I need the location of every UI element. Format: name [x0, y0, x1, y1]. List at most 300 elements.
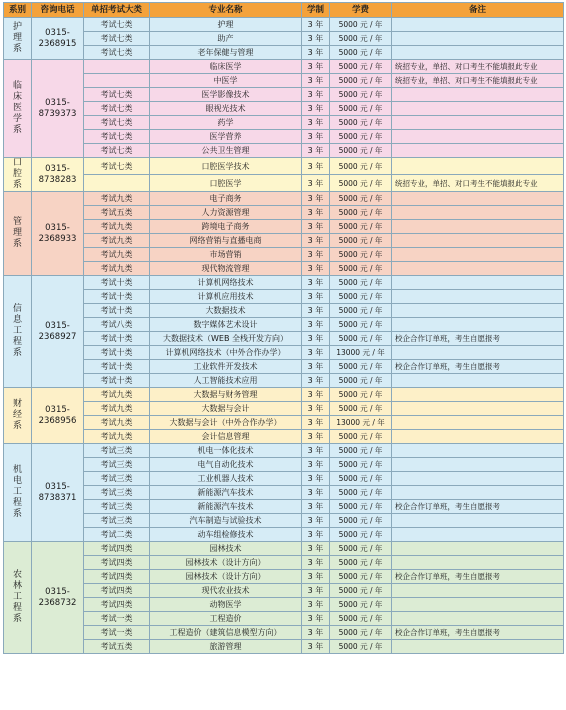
table-row	[4, 444, 564, 458]
exam-category: 考试七类	[84, 116, 150, 130]
major-name: 计算机网络技术	[150, 276, 302, 290]
tuition-fee: 5000 元 / 年	[330, 144, 392, 158]
major-name: 现代农业技术	[150, 584, 302, 598]
table-row	[4, 388, 564, 402]
tuition-fee: 5000 元 / 年	[330, 388, 392, 402]
study-years: 3 年	[302, 640, 330, 654]
remark	[392, 472, 564, 486]
department-name	[4, 192, 32, 276]
remark	[392, 388, 564, 402]
header-row	[4, 3, 564, 18]
tuition-fee: 5000 元 / 年	[330, 472, 392, 486]
table-row	[4, 175, 564, 192]
tuition-fee: 5000 元 / 年	[330, 528, 392, 542]
table-row	[4, 304, 564, 318]
department-name	[4, 444, 32, 542]
remark	[392, 514, 564, 528]
table-row	[4, 486, 564, 500]
major-name: 医学影像技术	[150, 88, 302, 102]
study-years: 3 年	[302, 192, 330, 206]
table-row	[4, 234, 564, 248]
department-name-text: 管理系	[12, 217, 22, 249]
tuition-fee: 5000 元 / 年	[330, 60, 392, 74]
header-major: 专业名称	[150, 3, 302, 18]
exam-category: 考试三类	[84, 458, 150, 472]
remark	[392, 262, 564, 276]
tuition-fee: 5000 元 / 年	[330, 206, 392, 220]
exam-category: 考试五类	[84, 640, 150, 654]
remark	[392, 346, 564, 360]
study-years: 3 年	[302, 584, 330, 598]
table-row	[4, 472, 564, 486]
table-row	[4, 46, 564, 60]
tuition-fee: 5000 元 / 年	[330, 46, 392, 60]
table-row	[4, 528, 564, 542]
study-years: 3 年	[302, 318, 330, 332]
tuition-fee: 5000 元 / 年	[330, 290, 392, 304]
department-name-text: 临床医学系	[12, 81, 22, 135]
major-name: 老年保健与管理	[150, 46, 302, 60]
exam-category: 考试九类	[84, 234, 150, 248]
study-years: 3 年	[302, 88, 330, 102]
study-years: 3 年	[302, 60, 330, 74]
table-row	[4, 144, 564, 158]
exam-category: 考试三类	[84, 500, 150, 514]
exam-category: 考试一类	[84, 612, 150, 626]
study-years: 3 年	[302, 626, 330, 640]
table-row	[4, 116, 564, 130]
table-row	[4, 640, 564, 654]
table-row	[4, 542, 564, 556]
table-row	[4, 158, 564, 175]
department-phone: 0315-8739373	[32, 60, 84, 158]
study-years: 3 年	[302, 556, 330, 570]
table-row	[4, 374, 564, 388]
exam-category: 考试九类	[84, 220, 150, 234]
table-row	[4, 74, 564, 88]
exam-category: 考试三类	[84, 472, 150, 486]
study-years: 3 年	[302, 542, 330, 556]
major-name: 园林技术（设计方向）	[150, 556, 302, 570]
table-row	[4, 130, 564, 144]
study-years: 3 年	[302, 416, 330, 430]
exam-category: 考试七类	[84, 88, 150, 102]
table-row	[4, 102, 564, 116]
study-years: 3 年	[302, 46, 330, 60]
tuition-fee: 5000 元 / 年	[330, 626, 392, 640]
major-name: 数字媒体艺术设计	[150, 318, 302, 332]
remark	[392, 528, 564, 542]
remark	[392, 416, 564, 430]
tuition-fee: 5000 元 / 年	[330, 175, 392, 192]
exam-category: 考试四类	[84, 598, 150, 612]
study-years: 3 年	[302, 612, 330, 626]
remark	[392, 18, 564, 32]
exam-category: 考试九类	[84, 248, 150, 262]
study-years: 3 年	[302, 374, 330, 388]
major-name: 跨境电子商务	[150, 220, 302, 234]
major-name: 工业软件开发技术	[150, 360, 302, 374]
remark	[392, 318, 564, 332]
remark	[392, 598, 564, 612]
exam-category: 考试八类	[84, 318, 150, 332]
major-name: 新能源汽车技术	[150, 486, 302, 500]
department-name	[4, 18, 32, 60]
remark	[392, 234, 564, 248]
study-years: 3 年	[302, 248, 330, 262]
remark	[392, 584, 564, 598]
study-years: 3 年	[302, 486, 330, 500]
exam-category: 考试九类	[84, 192, 150, 206]
exam-category: 考试七类	[84, 32, 150, 46]
tuition-fee: 5000 元 / 年	[330, 248, 392, 262]
remark: 统招专业，单招、对口考生不能填报此专业	[392, 74, 564, 88]
department-name-text: 机电工程系	[12, 465, 22, 519]
remark	[392, 374, 564, 388]
tuition-fee: 5000 元 / 年	[330, 584, 392, 598]
study-years: 3 年	[302, 444, 330, 458]
remark	[392, 444, 564, 458]
study-years: 3 年	[302, 514, 330, 528]
tuition-fee: 5000 元 / 年	[330, 116, 392, 130]
department-name	[4, 276, 32, 388]
exam-category: 考试九类	[84, 262, 150, 276]
tuition-fee: 5000 元 / 年	[330, 430, 392, 444]
remark	[392, 130, 564, 144]
study-years: 3 年	[302, 262, 330, 276]
department-name	[4, 388, 32, 444]
study-years: 3 年	[302, 276, 330, 290]
tuition-fee: 5000 元 / 年	[330, 276, 392, 290]
table-row	[4, 192, 564, 206]
remark	[392, 458, 564, 472]
table-row	[4, 60, 564, 74]
study-years: 3 年	[302, 234, 330, 248]
header-fee: 学费	[330, 3, 392, 18]
remark	[392, 542, 564, 556]
exam-category: 考试二类	[84, 528, 150, 542]
department-phone: 0315-8738371	[32, 444, 84, 542]
exam-category: 考试四类	[84, 542, 150, 556]
major-name: 大数据技术	[150, 304, 302, 318]
tuition-fee: 5000 元 / 年	[330, 360, 392, 374]
tuition-fee: 13000 元 / 年	[330, 416, 392, 430]
study-years: 3 年	[302, 175, 330, 192]
table-row	[4, 570, 564, 584]
exam-category: 考试一类	[84, 626, 150, 640]
tuition-fee: 5000 元 / 年	[330, 374, 392, 388]
study-years: 3 年	[302, 206, 330, 220]
study-years: 3 年	[302, 102, 330, 116]
study-years: 3 年	[302, 402, 330, 416]
tuition-fee: 5000 元 / 年	[330, 514, 392, 528]
major-name: 汽车制造与试验技术	[150, 514, 302, 528]
exam-category: 考试五类	[84, 206, 150, 220]
department-name-text: 财经系	[12, 399, 22, 431]
tuition-fee: 5000 元 / 年	[330, 598, 392, 612]
exam-category	[84, 74, 150, 88]
department-name-text: 口腔系	[12, 158, 22, 190]
header-dept: 系别	[4, 3, 32, 18]
table-row	[4, 598, 564, 612]
tuition-fee: 13000 元 / 年	[330, 346, 392, 360]
major-name: 网络营销与直播电商	[150, 234, 302, 248]
major-name: 动车组检修技术	[150, 528, 302, 542]
remark	[392, 248, 564, 262]
tuition-fee: 5000 元 / 年	[330, 158, 392, 175]
major-name: 电气自动化技术	[150, 458, 302, 472]
major-name: 机电一体化技术	[150, 444, 302, 458]
table-row	[4, 206, 564, 220]
remark	[392, 556, 564, 570]
tuition-fee: 5000 元 / 年	[330, 192, 392, 206]
table-row	[4, 332, 564, 346]
department-name	[4, 542, 32, 654]
department-name	[4, 158, 32, 192]
tuition-fee: 5000 元 / 年	[330, 102, 392, 116]
table-row	[4, 18, 564, 32]
remark	[392, 144, 564, 158]
table-row	[4, 32, 564, 46]
remark	[392, 430, 564, 444]
exam-category: 考试七类	[84, 158, 150, 175]
major-name: 人工智能技术应用	[150, 374, 302, 388]
tuition-fee: 5000 元 / 年	[330, 402, 392, 416]
study-years: 3 年	[302, 346, 330, 360]
study-years: 3 年	[302, 528, 330, 542]
major-name: 大数据与财务管理	[150, 388, 302, 402]
study-years: 3 年	[302, 360, 330, 374]
department-name	[4, 60, 32, 158]
tuition-fee: 5000 元 / 年	[330, 500, 392, 514]
major-name: 工程造价	[150, 612, 302, 626]
exam-category: 考试七类	[84, 102, 150, 116]
major-name: 园林技术（设计方向）	[150, 570, 302, 584]
major-name: 口腔医学技术	[150, 158, 302, 175]
remark	[392, 304, 564, 318]
major-name: 计算机应用技术	[150, 290, 302, 304]
remark	[392, 116, 564, 130]
major-name: 市场营销	[150, 248, 302, 262]
table-row	[4, 346, 564, 360]
remark	[392, 192, 564, 206]
tuition-fee: 5000 元 / 年	[330, 32, 392, 46]
exam-category: 考试三类	[84, 444, 150, 458]
remark: 校企合作订单班，考生自愿报考	[392, 332, 564, 346]
major-name: 眼视光技术	[150, 102, 302, 116]
study-years: 3 年	[302, 116, 330, 130]
study-years: 3 年	[302, 130, 330, 144]
major-name: 工业机器人技术	[150, 472, 302, 486]
major-name: 大数据技术（WEB 全栈开发方向）	[150, 332, 302, 346]
remark	[392, 640, 564, 654]
department-phone: 0315-2368732	[32, 542, 84, 654]
header-note: 备注	[392, 3, 564, 18]
tuition-fee: 5000 元 / 年	[330, 88, 392, 102]
exam-category: 考试九类	[84, 402, 150, 416]
table-row	[4, 318, 564, 332]
table-row	[4, 556, 564, 570]
remark	[392, 276, 564, 290]
exam-category: 考试三类	[84, 514, 150, 528]
study-years: 3 年	[302, 332, 330, 346]
remark	[392, 220, 564, 234]
table-row	[4, 276, 564, 290]
department-name-text: 信息工程系	[12, 304, 22, 358]
remark	[392, 402, 564, 416]
exam-category: 考试九类	[84, 416, 150, 430]
department-phone: 0315-2368915	[32, 18, 84, 60]
study-years: 3 年	[302, 304, 330, 318]
remark: 校企合作订单班，考生自愿报考	[392, 360, 564, 374]
study-years: 3 年	[302, 570, 330, 584]
tuition-fee: 5000 元 / 年	[330, 18, 392, 32]
remark	[392, 46, 564, 60]
exam-category: 考试十类	[84, 304, 150, 318]
tuition-fee: 5000 元 / 年	[330, 130, 392, 144]
tuition-fee: 5000 元 / 年	[330, 234, 392, 248]
study-years: 3 年	[302, 290, 330, 304]
tuition-fee: 5000 元 / 年	[330, 444, 392, 458]
exam-category: 考试九类	[84, 430, 150, 444]
major-name: 人力资源管理	[150, 206, 302, 220]
header-phone: 咨询电话	[32, 3, 84, 18]
remark: 校企合作订单班，考生自愿报考	[392, 570, 564, 584]
study-years: 3 年	[302, 220, 330, 234]
remark	[392, 158, 564, 175]
major-name: 护理	[150, 18, 302, 32]
table-row	[4, 262, 564, 276]
major-name: 医学营养	[150, 130, 302, 144]
study-years: 3 年	[302, 32, 330, 46]
exam-category: 考试十类	[84, 332, 150, 346]
exam-category	[84, 60, 150, 74]
major-name: 中医学	[150, 74, 302, 88]
table-body	[4, 18, 564, 654]
study-years: 3 年	[302, 158, 330, 175]
exam-category: 考试七类	[84, 130, 150, 144]
study-years: 3 年	[302, 598, 330, 612]
admissions-table	[3, 2, 564, 654]
remark: 校企合作订单班，考生自愿报考	[392, 626, 564, 640]
remark	[392, 612, 564, 626]
exam-category: 考试九类	[84, 388, 150, 402]
study-years: 3 年	[302, 144, 330, 158]
tuition-fee: 5000 元 / 年	[330, 542, 392, 556]
study-years: 3 年	[302, 458, 330, 472]
department-name-text: 护理系	[12, 22, 22, 54]
remark: 统招专业，单招、对口考生不能填报此专业	[392, 175, 564, 192]
remark: 统招专业，单招、对口考生不能填报此专业	[392, 60, 564, 74]
remark	[392, 206, 564, 220]
exam-category: 考试七类	[84, 46, 150, 60]
major-name: 临床医学	[150, 60, 302, 74]
tuition-fee: 5000 元 / 年	[330, 262, 392, 276]
header-category: 单招考试大类	[84, 3, 150, 18]
tuition-fee: 5000 元 / 年	[330, 74, 392, 88]
table-row	[4, 500, 564, 514]
exam-category: 考试四类	[84, 570, 150, 584]
department-phone: 0315-2368956	[32, 388, 84, 444]
exam-category	[84, 175, 150, 192]
remark	[392, 290, 564, 304]
major-name: 旅游管理	[150, 640, 302, 654]
major-name: 公共卫生管理	[150, 144, 302, 158]
table-row	[4, 626, 564, 640]
department-name-text: 农林工程系	[12, 570, 22, 624]
study-years: 3 年	[302, 500, 330, 514]
table-row	[4, 402, 564, 416]
major-name: 口腔医学	[150, 175, 302, 192]
remark	[392, 486, 564, 500]
tuition-fee: 5000 元 / 年	[330, 486, 392, 500]
exam-category: 考试十类	[84, 276, 150, 290]
exam-category: 考试十类	[84, 374, 150, 388]
tuition-fee: 5000 元 / 年	[330, 640, 392, 654]
remark: 校企合作订单班，考生自愿报考	[392, 500, 564, 514]
study-years: 3 年	[302, 74, 330, 88]
major-name: 新能源汽车技术	[150, 500, 302, 514]
major-name: 动物医学	[150, 598, 302, 612]
tuition-fee: 5000 元 / 年	[330, 570, 392, 584]
department-phone: 0315-2368927	[32, 276, 84, 388]
table-row	[4, 584, 564, 598]
major-name: 大数据与会计（中外合作办学）	[150, 416, 302, 430]
major-name: 计算机网络技术（中外合作办学）	[150, 346, 302, 360]
table-row	[4, 458, 564, 472]
exam-category: 考试十类	[84, 346, 150, 360]
table-row	[4, 514, 564, 528]
exam-category: 考试十类	[84, 360, 150, 374]
table-row	[4, 360, 564, 374]
major-name: 助产	[150, 32, 302, 46]
exam-category: 考试七类	[84, 144, 150, 158]
table-row	[4, 612, 564, 626]
major-name: 大数据与会计	[150, 402, 302, 416]
exam-category: 考试三类	[84, 486, 150, 500]
major-name: 会计信息管理	[150, 430, 302, 444]
study-years: 3 年	[302, 388, 330, 402]
tuition-fee: 5000 元 / 年	[330, 220, 392, 234]
tuition-fee: 5000 元 / 年	[330, 458, 392, 472]
remark	[392, 88, 564, 102]
exam-category: 考试七类	[84, 18, 150, 32]
remark	[392, 32, 564, 46]
department-phone: 0315-2368933	[32, 192, 84, 276]
exam-category: 考试四类	[84, 556, 150, 570]
table-row	[4, 88, 564, 102]
exam-category: 考试十类	[84, 290, 150, 304]
major-name: 药学	[150, 116, 302, 130]
tuition-fee: 5000 元 / 年	[330, 318, 392, 332]
study-years: 3 年	[302, 430, 330, 444]
table-row	[4, 248, 564, 262]
major-name: 现代物流管理	[150, 262, 302, 276]
table-row	[4, 220, 564, 234]
exam-category: 考试四类	[84, 584, 150, 598]
header-years: 学制	[302, 3, 330, 18]
tuition-fee: 5000 元 / 年	[330, 556, 392, 570]
table-row	[4, 290, 564, 304]
tuition-fee: 5000 元 / 年	[330, 612, 392, 626]
department-phone: 0315-8738283	[32, 158, 84, 192]
major-name: 园林技术	[150, 542, 302, 556]
table-row	[4, 430, 564, 444]
major-name: 电子商务	[150, 192, 302, 206]
remark	[392, 102, 564, 116]
study-years: 3 年	[302, 472, 330, 486]
tuition-fee: 5000 元 / 年	[330, 304, 392, 318]
